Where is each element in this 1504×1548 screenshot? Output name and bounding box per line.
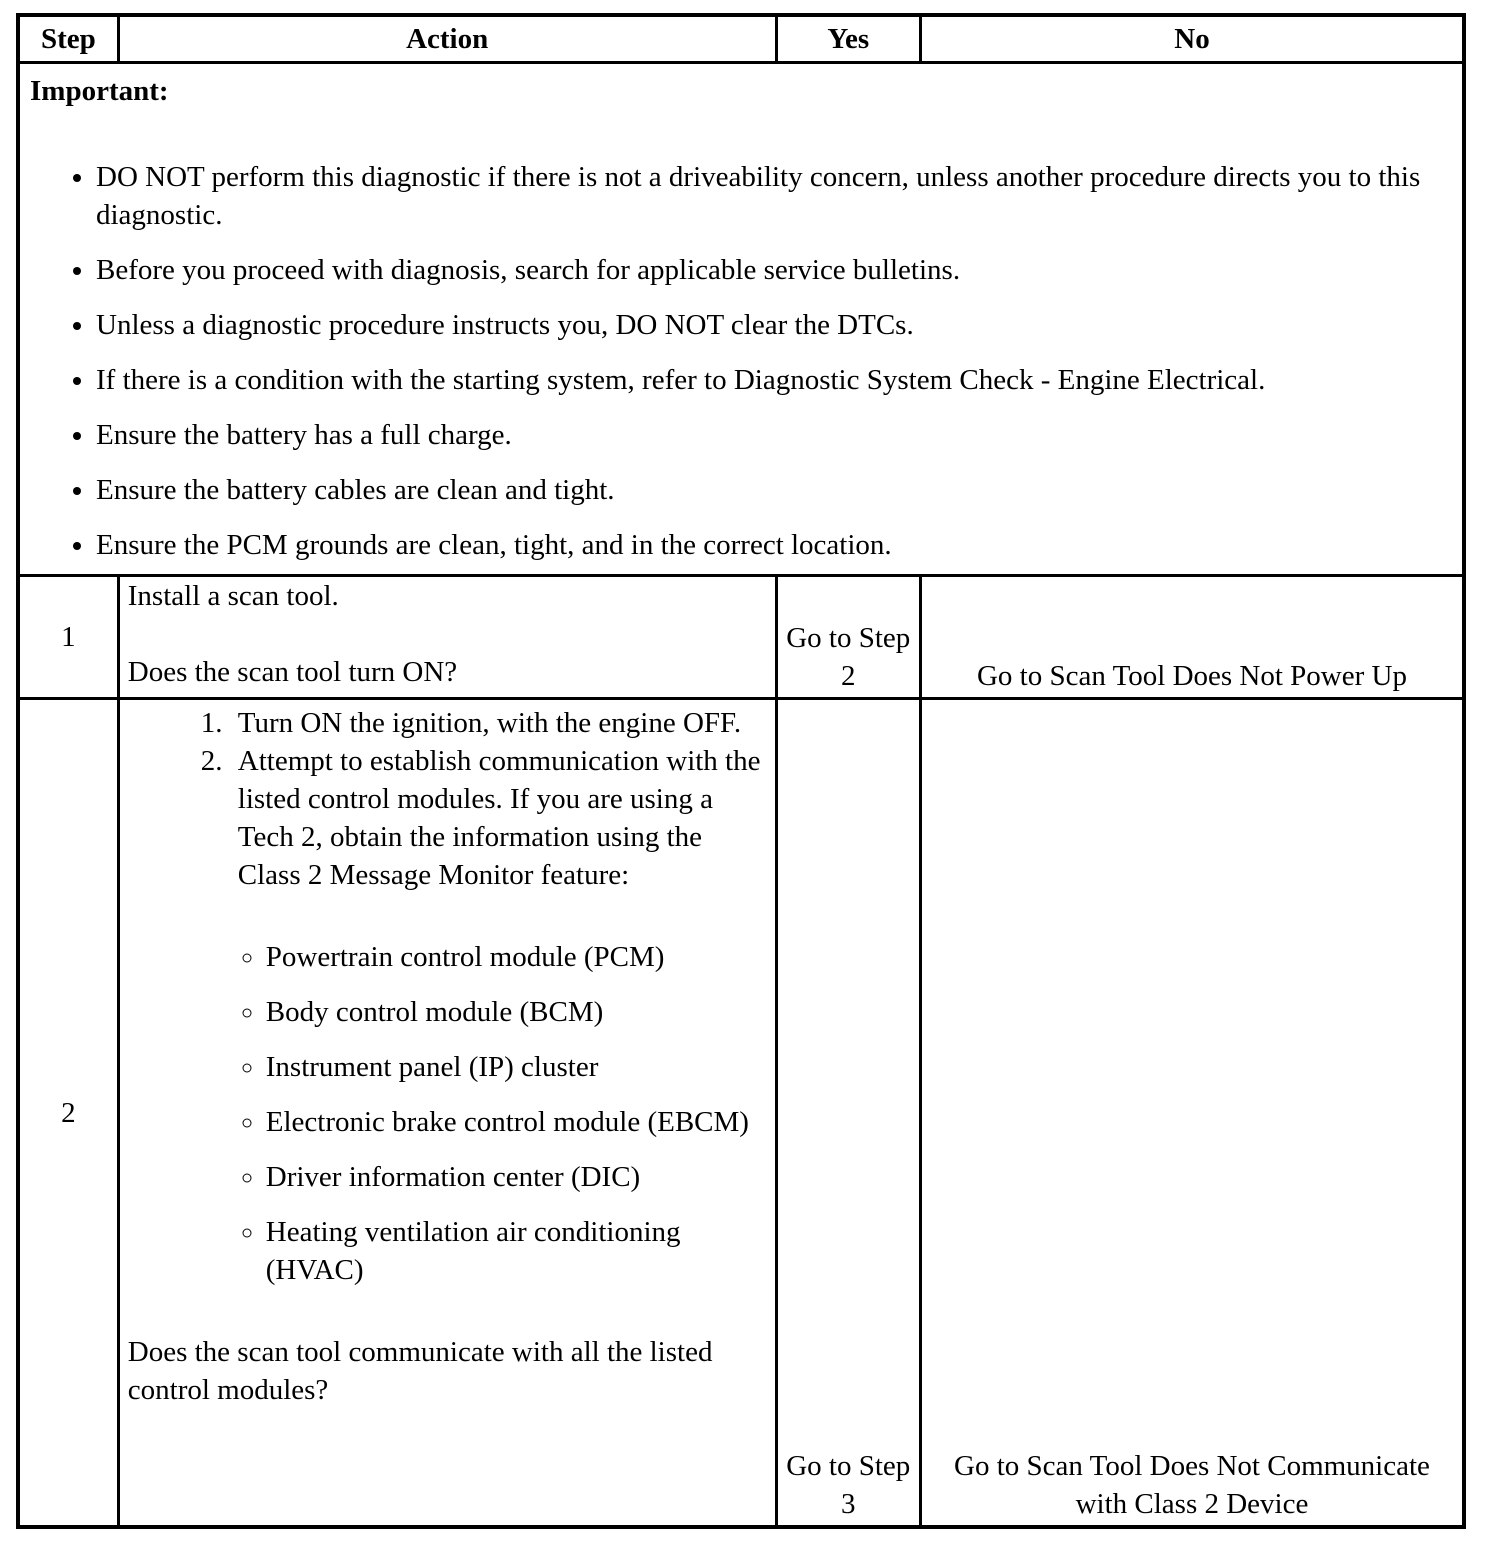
procedure-step: 1. Turn ON the ignition, with the engine OFF. [230, 704, 767, 742]
header-no: No [920, 15, 1464, 63]
module-item: ◦ Electronic brake control module (EBCM) [266, 1103, 767, 1141]
step-number: 1 [18, 576, 118, 699]
important-cell [18, 63, 1464, 576]
important-title: Important: [30, 75, 169, 107]
yes-cell: Go to Step 2 [776, 576, 920, 699]
step-number: 2 [18, 699, 118, 1528]
module-item: ◦ Heating ventilation air conditioning (HVAC) [266, 1213, 767, 1289]
important-item: • If there is a condition with the starting system, refer to Diagnostic System Check - Engine Electrical. [96, 361, 1452, 399]
important-item: • Ensure the battery has a full charge. [96, 416, 1452, 454]
diagnostic-table [16, 13, 1466, 1529]
header-yes: Yes [776, 15, 920, 63]
important-item: • Ensure the PCM grounds are clean, tight, and in the correct location. [96, 526, 1452, 564]
question-text: Does the scan tool communicate with all the listed control modules? [127, 1336, 713, 1406]
header-step: Step [18, 15, 118, 63]
module-list [238, 938, 767, 1289]
important-item: • Before you proceed with diagnosis, search for applicable service bulletins. [96, 251, 1452, 289]
question-text: Does the scan tool turn ON? [127, 656, 458, 688]
important-item: • Unless a diagnostic procedure instructs you, DO NOT clear the DTCs. [96, 306, 1452, 344]
table-row [18, 576, 1464, 699]
action-cell [118, 576, 776, 699]
header-row [18, 15, 1464, 63]
no-cell: Go to Scan Tool Does Not Communicate with Class 2 Device [920, 699, 1464, 1528]
instruction-text: Install a scan tool. [127, 580, 339, 612]
module-item: ◦ Instrument panel (IP) cluster [266, 1048, 767, 1086]
procedure-step [230, 742, 767, 1289]
important-item: • DO NOT perform this diagnostic if there is not a driveability concern, unless another procedure directs you to this diagnostic. [96, 158, 1452, 234]
header-action: Action [118, 15, 776, 63]
procedure-step-text: Attempt to establish communication with the listed control modules. If you are using a Tech 2, obtain the information using the Class 2 Message Monitor feature: [237, 745, 761, 891]
module-item: ◦ Powertrain control module (PCM) [266, 938, 767, 976]
important-row [18, 63, 1464, 576]
module-item: ◦ Driver information center (DIC) [266, 1158, 767, 1196]
procedure-steps [128, 704, 767, 1289]
module-item: ◦ Body control module (BCM) [266, 993, 767, 1031]
action-cell [118, 699, 776, 1528]
no-cell: Go to Scan Tool Does Not Power Up [920, 576, 1464, 699]
important-item: • Ensure the battery cables are clean and tight. [96, 471, 1452, 509]
table-row [18, 699, 1464, 1528]
important-list [30, 158, 1452, 564]
yes-cell: Go to Step 3 [776, 699, 920, 1528]
